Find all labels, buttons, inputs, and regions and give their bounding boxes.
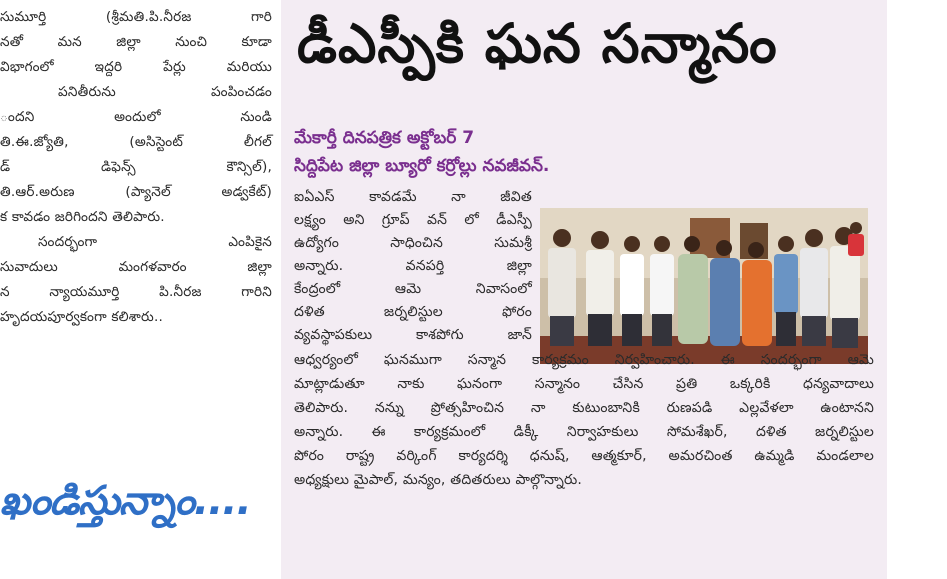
- body-line: అన్నారు. ఈ కార్యక్రమంలో డిక్కీ నిర్వాహకులు సోమశేఖర్, దళిత జర్నలిస్టుల: [294, 424, 874, 440]
- body-line: అన్నారు. వనపర్తి జిల్లా: [294, 258, 532, 274]
- left-text-line: నతో మన జిల్లా నుంచి కూడా: [0, 34, 272, 50]
- body-line: మాట్లాడుతూ నాకు ఘనంగా సన్మానం చేసిన ప్రతి ఒక్కరికి ధన్యవాదాలు: [294, 376, 874, 392]
- left-text-line: హృదయపూర్వకంగా కలిశారు..: [0, 309, 163, 325]
- body-line: ఐఏఎస్ కావడమే నా జీవిత: [294, 189, 532, 205]
- article-headline: డీఎస్పీకి ఘన సన్మానం: [297, 12, 778, 75]
- left-text-line: సందర్భంగా ఎంపికైన: [38, 234, 272, 250]
- previous-article-column: [0, 0, 278, 579]
- news-article: [281, 0, 887, 579]
- left-text-line: తి.ఆర్.అరుణ (ప్యానెల్ అడ్వకేట్): [0, 184, 272, 200]
- left-text-line: న న్యాయమూర్తి పి.నీరజ గారిని: [0, 284, 272, 300]
- left-text-line: తి.ఈ.జ్యోతి, (అసిస్టెంట్ లీగల్: [0, 134, 272, 150]
- khandistunnam-banner: ఖండిస్తున్నాం....: [0, 478, 251, 524]
- body-line: వ్యవస్థాపకులు కాశపోగు జాన్: [294, 327, 532, 343]
- left-text-line: సువాదులు మంగళవారం జిల్లా: [0, 259, 272, 275]
- felicitation-photo: [540, 208, 868, 364]
- dateline-bureau: సిద్దిపేట జిల్లా బ్యూరో కర్రోల్లు నవజీవన్.: [294, 156, 550, 176]
- body-line: ఆధ్వర్యంలో ఘనముగా సన్మాన కార్యక్రమం నిర్వహించారు. ఈ సందర్భంగా ఆమె: [294, 352, 874, 368]
- body-line: దళిత జర్నలిస్టుల ఫోరం: [294, 304, 532, 320]
- body-line: అధ్యక్షులు మైపాల్, మన్యం, తదితరులు పాల్గొన్నారు.: [294, 472, 583, 488]
- left-text-line: డ్ డిఫెన్స్ కౌన్సిల్),: [0, 159, 272, 175]
- dateline-paper: మేకార్తీ దినపత్రిక అక్టోబర్ 7: [294, 128, 475, 148]
- body-line: పోరం రాష్ట్ర వర్కింగ్ కార్యదర్శి ధనుష్, ఆత్మకూర్, అమరచింత ఉమ్మడి మండలాల: [294, 448, 874, 464]
- body-line: ఉద్యోగం సాధించిన సుమశ్రీ: [294, 235, 532, 251]
- left-text-line: పనితీరును పంపించడం: [58, 84, 272, 100]
- left-text-line: క కావడం జరిగిందని తెలిపారు.: [0, 209, 165, 225]
- left-text-line: సుమూర్తి (శ్రీమతి.పి.నీరజ గారి: [0, 9, 272, 25]
- body-line: కేంద్రంలో ఆమె నివాసంలో: [294, 281, 532, 297]
- body-line: తెలిపారు. నన్ను ప్రోత్సహించిన నా కుటుంబానికి రుణపడి ఎల్లవేళలా ఉంటానని: [294, 400, 874, 416]
- left-text-line: ందని అందులో నుండి: [0, 109, 272, 125]
- body-line: లక్ష్యం అని గ్రూప్ వన్ లో డీఎస్పీ: [294, 212, 532, 228]
- left-text-line: విభాగంలో ఇద్దరి పేర్లు మరియు: [0, 59, 272, 75]
